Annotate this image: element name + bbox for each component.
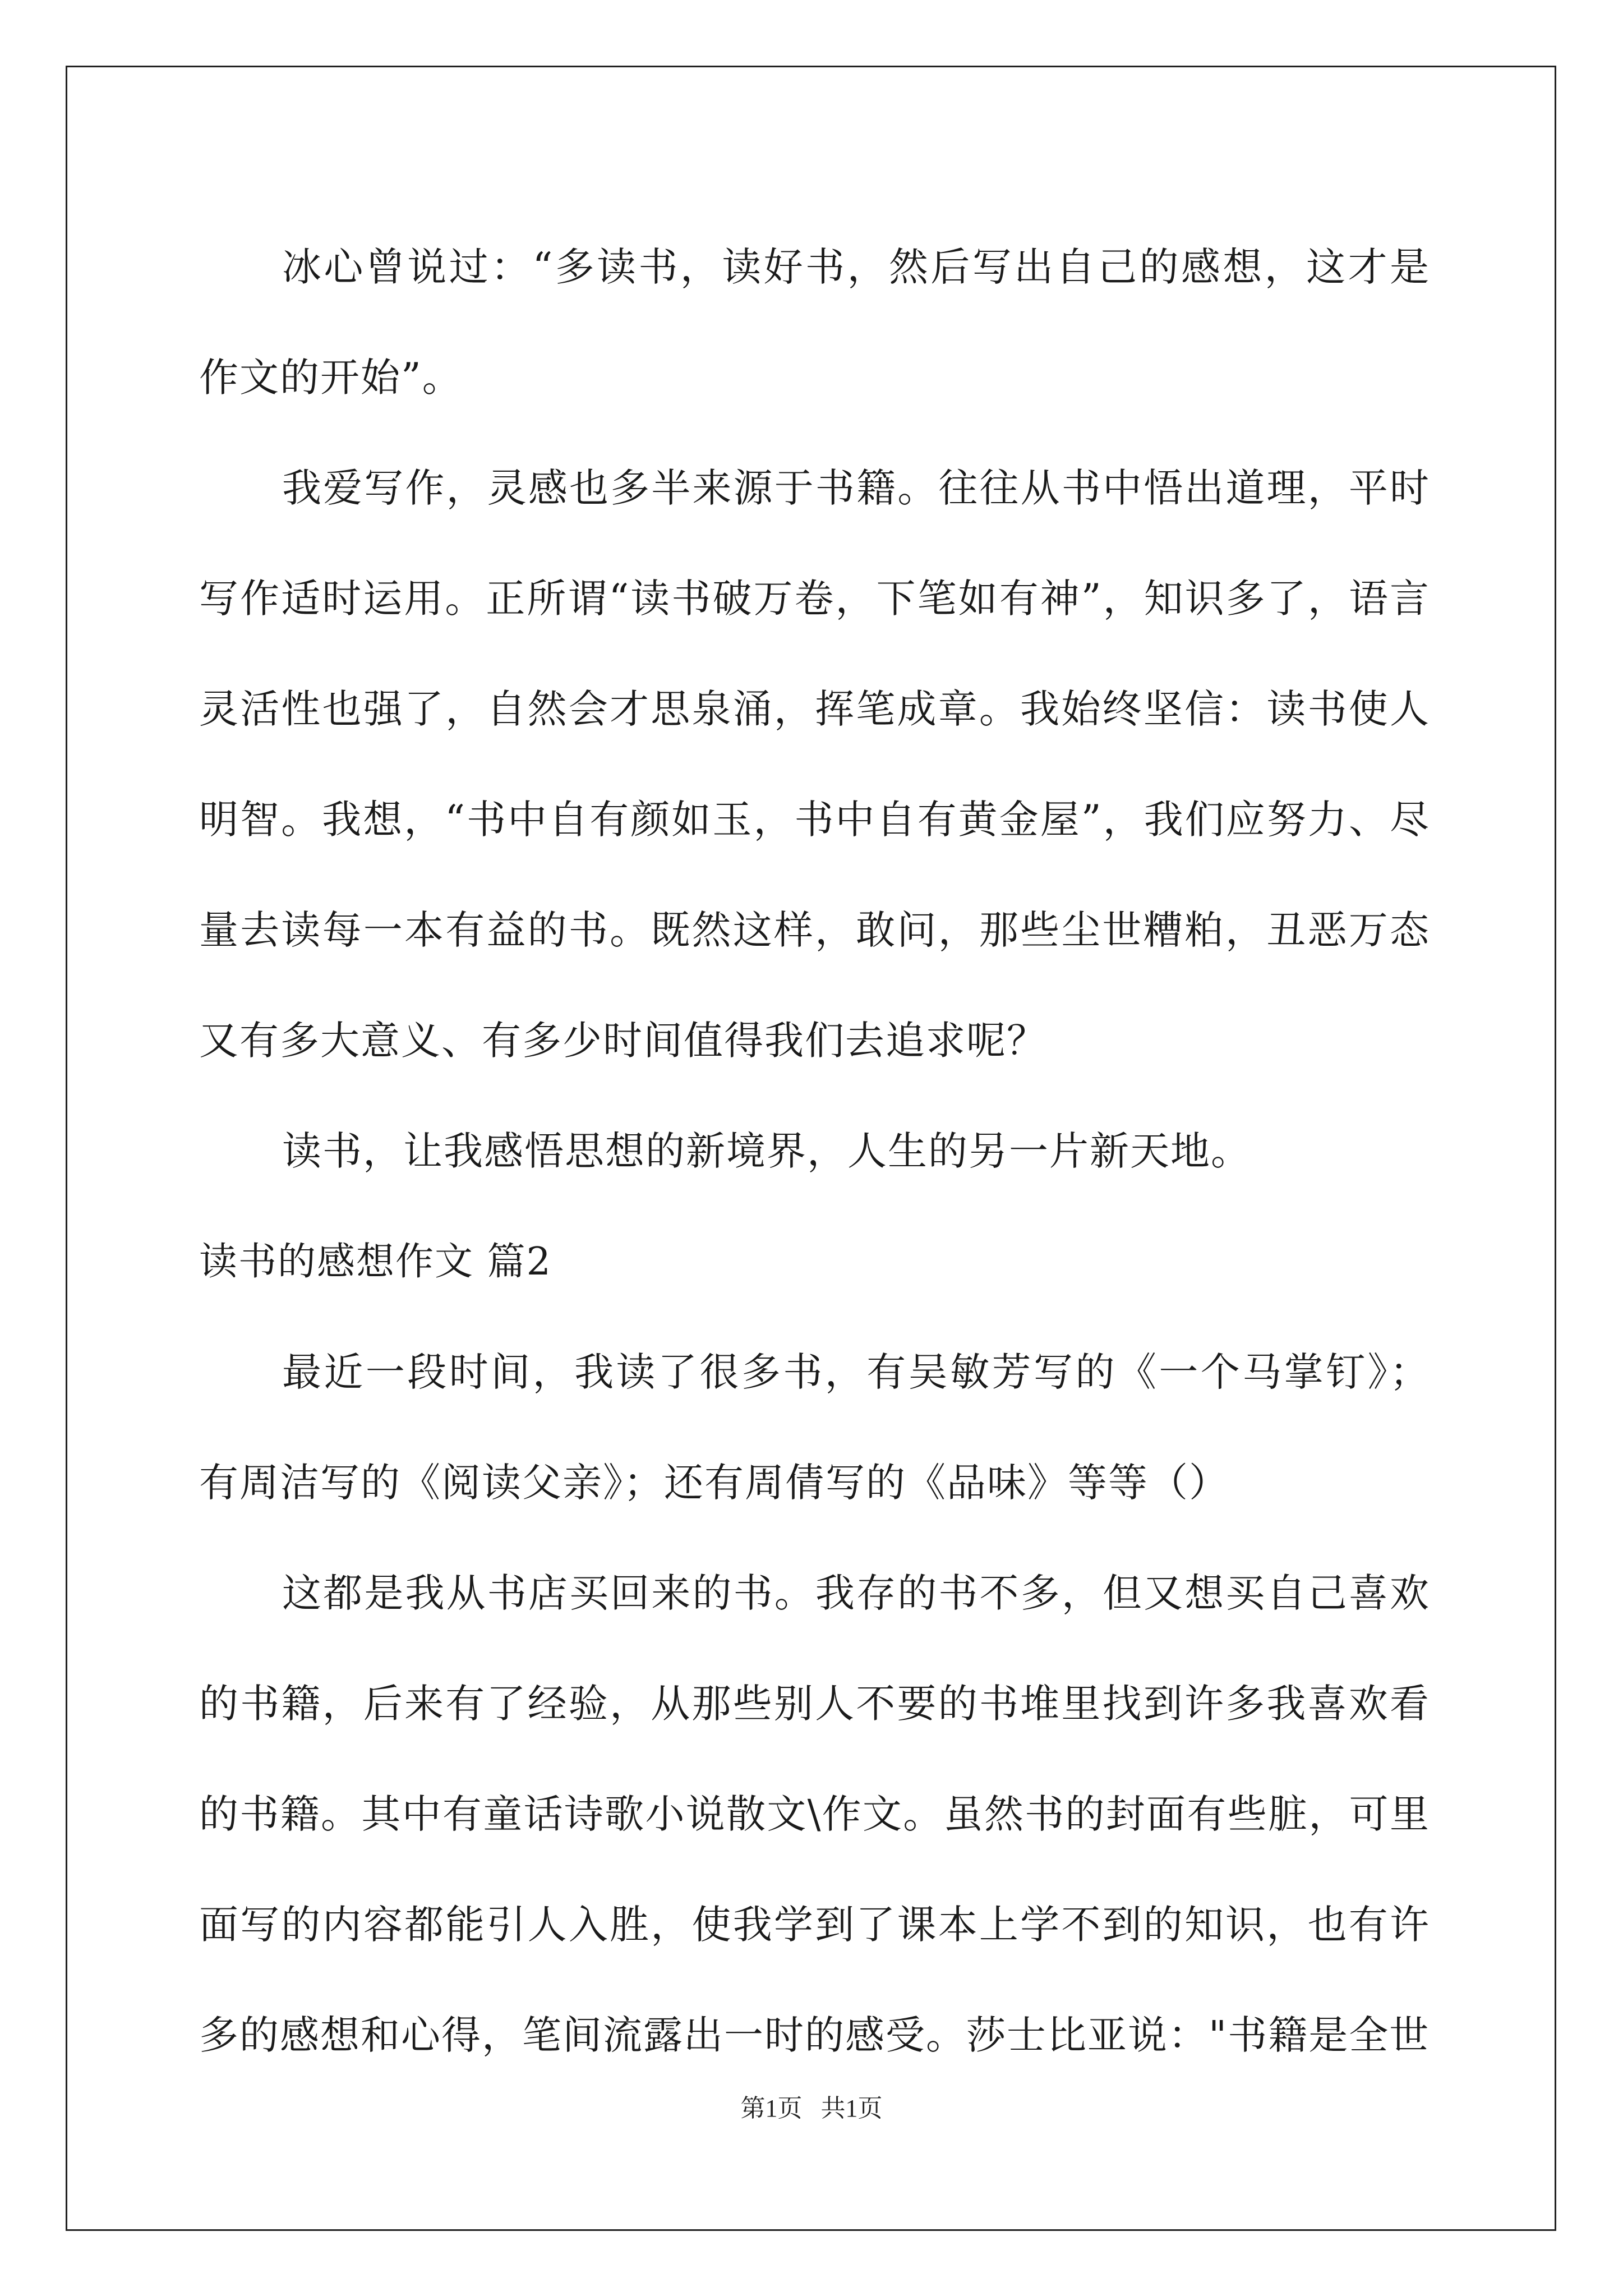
paragraph-4: 最近一段时间，我读了很多书，有吴敏芳写的《一个马掌钉》；有周洁写的《阅读父亲》；还有周倩写的《品味》等等（） [199, 1349, 1430, 1506]
section-heading: 读书的感想作文 篇2 [199, 1240, 552, 1284]
paragraph-1: 冰心曾说过：“多读书，读好书，然后写出自己的感想，这才是作文的开始”。 [199, 244, 1430, 401]
paragraph-2: 我爱写作，灵感也多半来源于书籍。往往从书中悟出道理，平时写作适时运用。正所谓“读书破万卷，下笔如有神”，知识多了，语言灵活性也强了，自然会才思泉涌，挥笔成章。我始终坚信：读书使人明智。我想，“书中自有颜如玉，书中自有黄金屋”，我们应努力、尽量去读每一本有益的书。既然这样，敢问，那些尘世糟粕，丑恶万态又有多大意义、有多少时间值得我们去追求呢？ [199, 465, 1430, 1064]
page-footer: 第1页 共1页 [740, 2095, 883, 2122]
paragraph-5: 这都是我从书店买回来的书。我存的书不多，但又想买自己喜欢的书籍，后来有了经验，从那些别人不要的书堆里找到许多我喜欢看的书籍。其中有童话诗歌小说散文\作文。虽然书的封面有些脏，可里面写的内容都能引人入胜，使我学到了课本上学不到的知识，也有许多的感想和心得，笔间流露出一时的感受。莎士比亚说："书籍是全世 [199, 1570, 1430, 2058]
paragraph-3: 读书，让我感悟思想的新境界，人生的另一片新天地。 [282, 1128, 1251, 1174]
document-body [199, 212, 1430, 2091]
